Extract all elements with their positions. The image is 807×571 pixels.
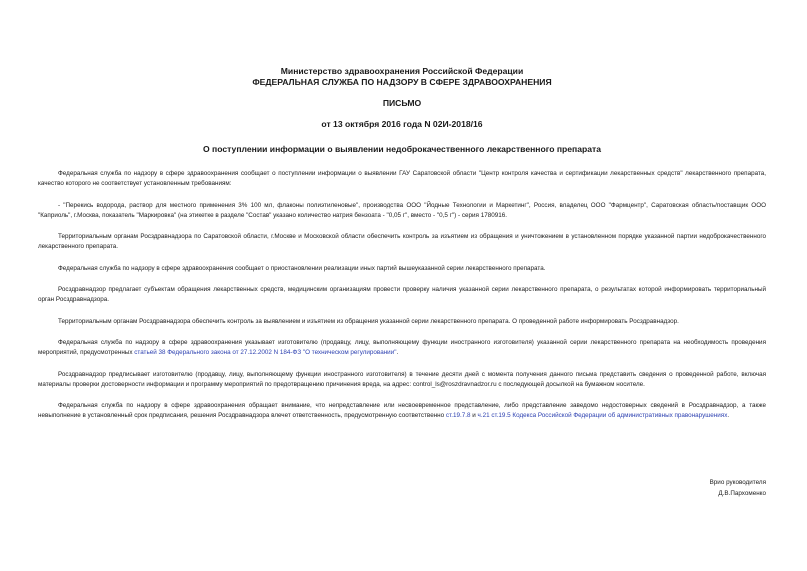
paragraph-9-text: Федеральная служба по надзору в сфере здравоохранения обращает внимание, что непредставление или несвоевременное представление, либо представление заведомо недостоверных сведений в Росздравнадзор, а также невыполнение в установленный срок предписания, решения Росздравнадзора влечет ответственность, предусмотренную соответственно — [38, 402, 766, 420]
koap-rf-link[interactable]: Кодекса Российской Федерации об административных правонарушениях — [512, 412, 728, 420]
paragraph-7-text: Федеральная служба по надзору в сфере здравоохранения указывает изготовителю (продавцу, лицу, выполняющему функции иностранного изготовителя) указанной серии лекарственного препарата на необходимость проведения мероприятий, предусмотренных — [38, 338, 766, 357]
document-page — [38, 66, 766, 422]
paragraph-6: Территориальным органам Росздравнадзора обеспечить контроль за выявлением и изъятием из обращения указанной серии лекарственного препарата. О проведенной работе информировать Росздравнадзор. — [58, 317, 679, 325]
paragraph-5: Росздравнадзор предлагает субъектам обращения лекарственных средств, медицинским организациям провести проверку наличия указанной серии лекарственного препарата, о результатах которой информировать территориальный орган Росздравнадзора. — [38, 286, 766, 304]
paragraph-7 — [38, 338, 766, 359]
ministry-name: Министерство здравоохранения Российской Федерации — [280, 66, 524, 76]
paragraph-9 — [38, 401, 766, 422]
article-19-7-8-link[interactable]: ст.19.7.8 — [445, 412, 471, 420]
signature-block — [710, 478, 766, 499]
paragraph-2: - "Перекись водорода, раствор для местного применения 3% 100 мл, флаконы полиэтиленовые", производства ООО "Йодные Технологии и Маркетинг", Россия, владелец ООО "Фармцентр", Саратовская область/поставщик ООО "Каприоль", г.Москва, показатель "Маркировка" (на этикетке в разделе "Состав" указано количество натрия бензоата - "0,05 г", вместо - "0,5 г") - серия 1780916. — [38, 201, 766, 219]
signatory-name: Д.В.Пархоменко — [718, 489, 766, 497]
paragraph-4: Федеральная служба по надзору в сфере здравоохранения сообщает о приостановлении реализации иных партий вышеуказанной серии лекарственного препарата. — [58, 264, 546, 272]
paragraph-7-end: . — [396, 349, 399, 357]
paragraph-9-end: . — [727, 412, 730, 420]
document-date-number: от 13 октября 2016 года N 02И-2018/16 — [321, 119, 483, 129]
paragraph-1: Федеральная служба по надзору в сфере здравоохранения сообщает о поступлении информации о выявлении ГАУ Саратовской области "Центр контроля качества и сертификации лекарственных средств" лекарственного препарата, качество которого не соответствует установленным требованиям: — [38, 170, 766, 188]
paragraph-9-and: и — [470, 412, 478, 420]
document-subject: О поступлении информации о выявлении недоброкачественного лекарственного препарата — [202, 144, 602, 154]
paragraph-8: Росздравнадзор предписывает изготовителю (продавцу, лицу, выполняющему функции иностранного изготовителя) в течение десяти дней с момента получения данного письма представить сведения о проведенной работе, включая материалы проверки достоверности информации и программу мероприятий по предотвращению причинения вреда, на адрес: control_ls@roszdravnadzor.ru с последующей досылкой на бумажном носителе. — [38, 370, 766, 388]
signatory-position: Врио руководителя — [709, 479, 766, 486]
document-type: ПИСЬМО — [382, 98, 422, 108]
service-name: ФЕДЕРАЛЬНАЯ СЛУЖБА ПО НАДЗОРУ В СФЕРЕ ЗДРАВООХРАНЕНИЯ — [252, 77, 552, 87]
law-184-fz-link[interactable]: статьей 38 Федерального закона от 27.12.2002 N 184-ФЗ "О техническом регулировании" — [134, 349, 397, 357]
paragraph-3: Территориальным органам Росздравнадзора по Саратовской области, г.Москве и Московской области обеспечить контроль за изъятием из обращения и уничтожением в установленном порядке указанной партии недоброкачественного лекарственного препарата. — [38, 233, 766, 251]
article-19-5-link[interactable]: ч.21 ст.19.5 — [477, 412, 511, 420]
